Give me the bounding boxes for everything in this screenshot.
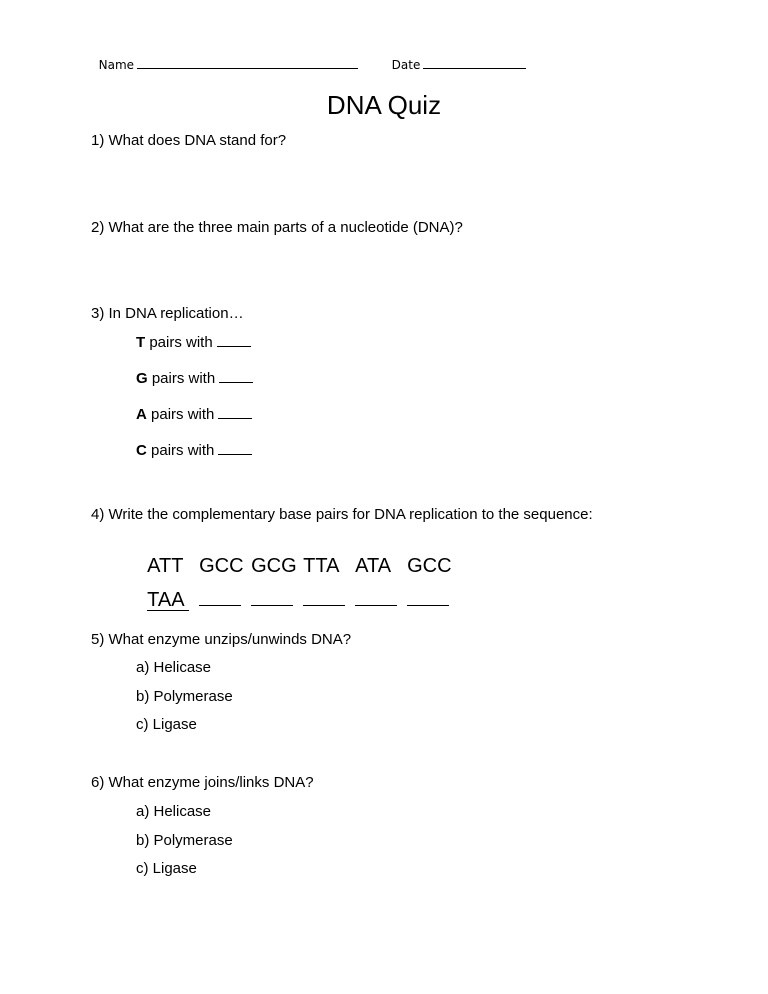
pair-text: pairs with	[146, 442, 215, 459]
option-b[interactable]: b) Polymerase	[136, 688, 233, 705]
pair-text: pairs with	[147, 370, 216, 387]
date-label: Date	[391, 58, 421, 72]
option-b[interactable]: b) Polymerase	[136, 832, 233, 849]
name-label: Name	[98, 58, 135, 72]
base-letter: T	[136, 334, 146, 351]
pair-item	[136, 443, 252, 458]
answer-blank[interactable]	[218, 407, 252, 419]
option-a[interactable]: a) Helicase	[136, 803, 212, 820]
answer-blank[interactable]	[217, 335, 251, 347]
option-c[interactable]: c) Ligase	[136, 716, 197, 733]
answer-blank[interactable]	[251, 591, 293, 606]
pair-item	[136, 407, 252, 422]
base-letter: G	[136, 370, 148, 387]
pair-item	[136, 371, 253, 386]
question-2: 2) What are the three main parts of a nucleotide (DNA)?	[91, 219, 463, 236]
codon: GCG	[251, 555, 297, 577]
name-blank[interactable]	[137, 58, 358, 69]
answer-row	[136, 570, 459, 611]
base-letter: C	[136, 442, 147, 459]
pair-item	[136, 335, 251, 350]
codon: GCC	[407, 555, 452, 577]
question-6: 6) What enzyme joins/links DNA?	[91, 774, 314, 791]
answer-blank[interactable]	[407, 591, 449, 606]
date-field[interactable]	[384, 46, 526, 71]
codon: GCC	[199, 555, 244, 577]
answer-blank[interactable]	[199, 591, 241, 606]
question-1: 1) What does DNA stand for?	[91, 132, 287, 149]
page-title: DNA Quiz	[326, 90, 442, 120]
codon: ATA	[355, 555, 392, 577]
date-blank[interactable]	[423, 58, 526, 69]
answer-blank[interactable]	[355, 591, 397, 606]
pair-text: pairs with	[146, 406, 215, 423]
pair-text: pairs with	[145, 334, 213, 351]
question-3: 3) In DNA replication…	[91, 305, 244, 322]
answer-blank[interactable]	[219, 371, 253, 383]
option-a[interactable]: a) Helicase	[136, 659, 212, 676]
option-c[interactable]: c) Ligase	[136, 860, 197, 877]
question-5: 5) What enzyme unzips/unwinds DNA?	[91, 631, 352, 648]
codon: TTA	[303, 555, 340, 577]
answer-blank[interactable]	[218, 443, 252, 455]
base-letter: A	[136, 406, 147, 423]
name-field[interactable]	[91, 46, 358, 71]
codon: ATT	[147, 555, 184, 577]
answer-blank[interactable]	[303, 591, 345, 606]
example-answer: TAA	[147, 590, 189, 611]
question-4: 4) Write the complementary base pairs for DNA replication to the sequence:	[91, 506, 593, 523]
